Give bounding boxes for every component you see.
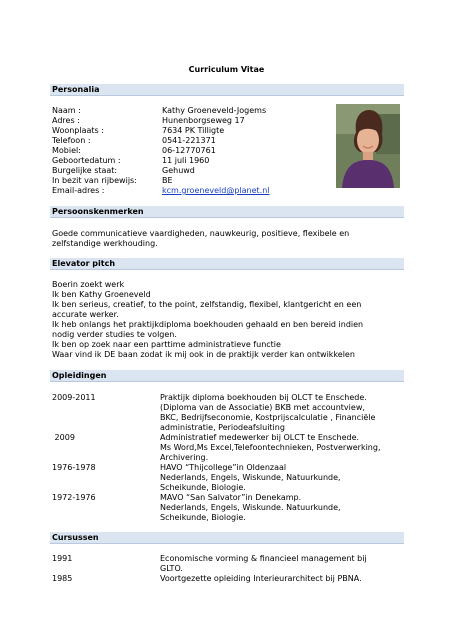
email-link[interactable]: kcm.groeneveld@planet.nl — [162, 186, 270, 195]
entry-line: Ms Word,Ms Excel,Telefoontechnieken, Postverwerking, — [160, 443, 381, 452]
entry-period: 1991 — [52, 554, 73, 563]
text-line: Ik heb onlangs het praktijkdiploma boekhouden gehaald en ben bereid indien — [52, 320, 364, 329]
text-line: Boerin zoekt werk — [52, 280, 125, 289]
entry-line: BKC, Bedrijfseconomie, Kostprijscalculatie , Financiële — [160, 413, 376, 422]
text-line: nodig verder studies te volgen. — [52, 330, 177, 339]
field-label: Adres : — [52, 116, 80, 125]
field-label: Burgelijke staat: — [52, 166, 118, 175]
field-value: 0541-221371 — [162, 136, 216, 145]
field-value: Hunenborgseweg 17 — [162, 116, 245, 125]
entry-line: (Diploma van de Associatie) BKB met accountview, — [160, 403, 365, 412]
field-label: In bezit van rijbewijs: — [52, 176, 137, 185]
entry-period: 1976-1978 — [52, 463, 96, 472]
entry-period: 2009 — [52, 433, 75, 442]
field-label: Mobiel: — [52, 146, 81, 155]
entry-line: Nederlands, Engels, Wiskunde. Natuurkunde, — [160, 503, 341, 512]
section-heading: Elevator pitch — [52, 259, 116, 268]
entry-line: administratie, Periodeafsluiting — [160, 423, 285, 432]
text-line: Goede communicatieve vaardigheden, nauwkeurig, positieve, flexibele en — [52, 229, 350, 238]
persoonskenmerken-text — [52, 229, 402, 249]
entry-line: Economische vorming & financieel management bij — [160, 554, 367, 563]
entry-line: Scheikunde, Biologie. — [160, 513, 246, 522]
entry-line: Scheikunde, Biologie. — [160, 483, 246, 492]
text-line: Ik ben Kathy Groeneveld — [52, 290, 151, 299]
section-persoonskenmerken — [50, 206, 404, 218]
profile-photo — [336, 104, 400, 188]
field-value: 7634 PK Tilligte — [162, 126, 225, 135]
entry-line: Praktijk diploma boekhouden bij OLCT te Enschede. — [160, 393, 367, 402]
section-elevator-pitch — [50, 258, 404, 270]
field-label: Naam : — [52, 106, 81, 115]
entry-period: 2009-2011 — [52, 393, 96, 402]
entry-line: Nederlands, Engels, Wiskunde, Natuurkunde, — [160, 473, 341, 482]
entry-period: 1972-1976 — [52, 493, 96, 502]
section-heading: Persoonskenmerken — [52, 207, 144, 216]
field-label: Woonplaats : — [52, 126, 104, 135]
entry-line: Archivering. — [160, 453, 209, 462]
document-title: Curriculum Vitae — [188, 65, 265, 74]
entry-line: Administratief medewerker bij OLCT te Enschede. — [160, 433, 360, 442]
field-value: Gehuwd — [162, 166, 195, 175]
section-heading: Cursussen — [52, 533, 99, 542]
section-heading: Opleidingen — [52, 371, 107, 380]
section-personalia — [50, 84, 404, 96]
field-label: Geboortedatum : — [52, 156, 121, 165]
field-label: Telefoon : — [52, 136, 91, 145]
field-value: BE — [162, 176, 173, 185]
entry-line: HAVO “Thijcollege”in Oldenzaal — [160, 463, 287, 472]
section-heading: Personalia — [52, 85, 100, 94]
elevator-pitch-text — [52, 280, 402, 360]
field-value: 06-12770761 — [162, 146, 216, 155]
entry-period: 1985 — [52, 574, 73, 583]
text-line: accurate werker. — [52, 310, 119, 319]
entry-line: GLTO. — [160, 564, 183, 573]
field-value: Kathy Groeneveld-Jogems — [162, 106, 267, 115]
entry-line: MAVO “San Salvator”in Denekamp. — [160, 493, 302, 502]
field-label: Email-adres : — [52, 186, 105, 195]
text-line: Waar vind ik DE baan zodat ik mij ook in de praktijk verder kan ontwikkelen — [52, 350, 355, 359]
text-line: zelfstandige werkhouding. — [52, 239, 158, 248]
field-value: 11 juli 1960 — [162, 156, 210, 165]
entry-line: Voortgezette opleiding Interieurarchitect bij PBNA. — [160, 574, 362, 583]
text-line: Ik ben op zoek naar een parttime administratieve functie — [52, 340, 281, 349]
text-line: Ik ben serieus, creatief, to the point, zelfstandig, flexibel, klantgericht en een — [52, 300, 362, 309]
section-opleidingen — [50, 370, 404, 382]
section-cursussen — [50, 532, 404, 544]
